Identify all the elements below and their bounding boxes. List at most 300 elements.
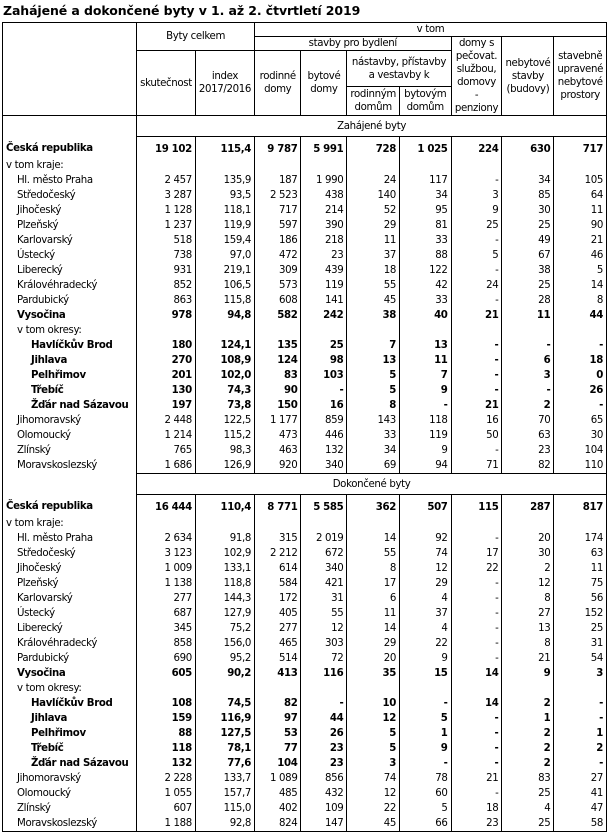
cell-rodinne-domy: 1 089 bbox=[255, 771, 301, 786]
cell-skutecnost: 2 448 bbox=[137, 413, 196, 428]
cell-rodinne-domy: 277 bbox=[255, 621, 301, 636]
cell-bytovym-domum: - bbox=[399, 756, 451, 771]
cell-stavebne-upravene: 3 bbox=[554, 666, 607, 681]
cell-nebytove-stavby: 25 bbox=[502, 786, 554, 801]
row-label: Havlíčkův Brod bbox=[3, 696, 137, 711]
cell-stavebne-upravene bbox=[554, 681, 607, 696]
cell-domy-s-pecovat: - bbox=[451, 383, 502, 398]
row-label: Jihomoravský bbox=[3, 413, 137, 428]
cell-nebytove-stavby: 25 bbox=[502, 218, 554, 233]
cell-rodinne-domy: 405 bbox=[255, 606, 301, 621]
header-rodinnym-domum: rodinným domům bbox=[347, 87, 400, 116]
cell-stavebne-upravene: 31 bbox=[554, 636, 607, 651]
cell-bytove-domy: 446 bbox=[301, 428, 347, 443]
cell-bytovym-domum: 33 bbox=[399, 233, 451, 248]
header-bytovym-domum: bytovým domům bbox=[399, 87, 451, 116]
cell-bytove-domy: 31 bbox=[301, 591, 347, 606]
cell-bytove-domy: 72 bbox=[301, 651, 347, 666]
cell-domy-s-pecovat: 18 bbox=[451, 801, 502, 816]
cell-bytovym-domum: 94 bbox=[399, 458, 451, 474]
cell-stavebne-upravene: 110 bbox=[554, 458, 607, 474]
cell-bytove-domy: 55 bbox=[301, 606, 347, 621]
cell-nebytove-stavby: 25 bbox=[502, 816, 554, 832]
cell-rodinnym-domum: 34 bbox=[347, 443, 400, 458]
cell-stavebne-upravene: 46 bbox=[554, 248, 607, 263]
cell-skutecnost: 3 287 bbox=[137, 188, 196, 203]
cell-rodinne-domy: 485 bbox=[255, 786, 301, 801]
cell-stavebne-upravene: 2 bbox=[554, 741, 607, 756]
cell-nebytove-stavby: 2 bbox=[502, 561, 554, 576]
cell-domy-s-pecovat: - bbox=[451, 173, 502, 188]
cell-domy-s-pecovat: 25 bbox=[451, 218, 502, 233]
cell-nebytove-stavby: 8 bbox=[502, 591, 554, 606]
cell-bytovym-domum: 40 bbox=[399, 308, 451, 323]
cell-stavebne-upravene: 11 bbox=[554, 561, 607, 576]
cell-stavebne-upravene: 11 bbox=[554, 203, 607, 218]
cell-nebytove-stavby: 30 bbox=[502, 546, 554, 561]
row-label: Pelhřimov bbox=[3, 368, 137, 383]
table-row bbox=[3, 651, 607, 666]
cell-index: 98,3 bbox=[195, 443, 254, 458]
cell-bytovym-domum: 9 bbox=[399, 651, 451, 666]
cell-rodinnym-domum: 140 bbox=[347, 188, 400, 203]
cell-index: 75,2 bbox=[195, 621, 254, 636]
cell-index: 73,8 bbox=[195, 398, 254, 413]
cell-domy-s-pecovat bbox=[451, 323, 502, 338]
row-label: Zlínský bbox=[3, 801, 137, 816]
cell-index: 119,9 bbox=[195, 218, 254, 233]
cell-rodinne-domy: 172 bbox=[255, 591, 301, 606]
row-label: Vysočina bbox=[3, 308, 137, 323]
cell-nebytove-stavby: 23 bbox=[502, 443, 554, 458]
cell-rodinne-domy: 82 bbox=[255, 696, 301, 711]
cell-bytovym-domum: 5 bbox=[399, 711, 451, 726]
cell-skutecnost: 108 bbox=[137, 696, 196, 711]
cell-bytovym-domum: 4 bbox=[399, 621, 451, 636]
cell-skutecnost: 159 bbox=[137, 711, 196, 726]
table-row bbox=[3, 323, 607, 338]
cell-bytove-domy: - bbox=[301, 383, 347, 398]
cell-domy-s-pecovat: - bbox=[451, 263, 502, 278]
cell-domy-s-pecovat: 17 bbox=[451, 546, 502, 561]
row-label: Česká republika bbox=[3, 495, 137, 517]
cell-bytove-domy: 23 bbox=[301, 756, 347, 771]
table-row bbox=[3, 495, 607, 517]
cell-stavebne-upravene: 25 bbox=[554, 621, 607, 636]
housing-table bbox=[2, 22, 607, 832]
cell-index: 126,9 bbox=[195, 458, 254, 474]
cell-domy-s-pecovat: 16 bbox=[451, 413, 502, 428]
cell-skutecnost: 180 bbox=[137, 338, 196, 353]
cell-stavebne-upravene: 56 bbox=[554, 591, 607, 606]
cell-bytove-domy: 44 bbox=[301, 711, 347, 726]
row-label: Středočeský bbox=[3, 188, 137, 203]
cell-nebytove-stavby: 630 bbox=[502, 137, 554, 159]
cell-bytove-domy: 859 bbox=[301, 413, 347, 428]
cell-bytove-domy: 98 bbox=[301, 353, 347, 368]
cell-bytove-domy: 390 bbox=[301, 218, 347, 233]
cell-domy-s-pecovat: - bbox=[451, 591, 502, 606]
cell-bytovym-domum: 60 bbox=[399, 786, 451, 801]
cell-bytovym-domum: 9 bbox=[399, 443, 451, 458]
cell-bytovym-domum: 11 bbox=[399, 353, 451, 368]
cell-nebytove-stavby: - bbox=[502, 338, 554, 353]
row-label: Plzeňský bbox=[3, 218, 137, 233]
cell-rodinnym-domum: 55 bbox=[347, 278, 400, 293]
cell-nebytove-stavby: 27 bbox=[502, 606, 554, 621]
cell-nebytove-stavby: - bbox=[502, 383, 554, 398]
cell-rodinne-domy: 90 bbox=[255, 383, 301, 398]
cell-nebytove-stavby: 1 bbox=[502, 711, 554, 726]
cell-stavebne-upravene: 47 bbox=[554, 801, 607, 816]
table-row bbox=[3, 428, 607, 443]
cell-domy-s-pecovat bbox=[451, 158, 502, 173]
cell-rodinne-domy: 124 bbox=[255, 353, 301, 368]
cell-bytovym-domum: 507 bbox=[399, 495, 451, 517]
cell-rodinnym-domum: 14 bbox=[347, 531, 400, 546]
section-label-blank bbox=[3, 116, 137, 137]
table-row bbox=[3, 233, 607, 248]
cell-index: 118,1 bbox=[195, 203, 254, 218]
cell-rodinne-domy: 104 bbox=[255, 756, 301, 771]
cell-bytove-domy bbox=[301, 158, 347, 173]
cell-domy-s-pecovat: - bbox=[451, 368, 502, 383]
cell-bytovym-domum bbox=[399, 681, 451, 696]
table-row bbox=[3, 308, 607, 323]
cell-domy-s-pecovat: 21 bbox=[451, 398, 502, 413]
cell-stavebne-upravene bbox=[554, 323, 607, 338]
cell-rodinnym-domum bbox=[347, 516, 400, 531]
cell-stavebne-upravene: 44 bbox=[554, 308, 607, 323]
row-label: Žďár nad Sázavou bbox=[3, 756, 137, 771]
cell-skutecnost bbox=[137, 323, 196, 338]
row-label: Česká republika bbox=[3, 137, 137, 159]
cell-domy-s-pecovat: 21 bbox=[451, 308, 502, 323]
section-header-row bbox=[3, 116, 607, 137]
cell-index: 157,7 bbox=[195, 786, 254, 801]
cell-skutecnost: 197 bbox=[137, 398, 196, 413]
cell-skutecnost: 863 bbox=[137, 293, 196, 308]
table-row bbox=[3, 741, 607, 756]
cell-rodinnym-domum: 52 bbox=[347, 203, 400, 218]
cell-skutecnost: 765 bbox=[137, 443, 196, 458]
cell-bytove-domy: 856 bbox=[301, 771, 347, 786]
table-row bbox=[3, 621, 607, 636]
cell-rodinnym-domum: 5 bbox=[347, 383, 400, 398]
cell-domy-s-pecovat: - bbox=[451, 636, 502, 651]
cell-rodinnym-domum: 20 bbox=[347, 651, 400, 666]
cell-rodinne-domy: 2 212 bbox=[255, 546, 301, 561]
cell-skutecnost: 345 bbox=[137, 621, 196, 636]
cell-bytovym-domum: 33 bbox=[399, 293, 451, 308]
cell-rodinnym-domum bbox=[347, 323, 400, 338]
cell-bytove-domy: 141 bbox=[301, 293, 347, 308]
cell-bytovym-domum: 9 bbox=[399, 383, 451, 398]
cell-bytove-domy: 103 bbox=[301, 368, 347, 383]
row-label: Jihočeský bbox=[3, 203, 137, 218]
cell-domy-s-pecovat: - bbox=[451, 606, 502, 621]
cell-stavebne-upravene: 817 bbox=[554, 495, 607, 517]
cell-bytovym-domum: 74 bbox=[399, 546, 451, 561]
cell-rodinne-domy: 597 bbox=[255, 218, 301, 233]
row-label: Hl. město Praha bbox=[3, 173, 137, 188]
row-label: Pardubický bbox=[3, 293, 137, 308]
cell-rodinne-domy: 473 bbox=[255, 428, 301, 443]
cell-stavebne-upravene: 105 bbox=[554, 173, 607, 188]
row-label: Třebíč bbox=[3, 741, 137, 756]
cell-bytove-domy: 438 bbox=[301, 188, 347, 203]
cell-rodinne-domy: 150 bbox=[255, 398, 301, 413]
cell-rodinnym-domum: 69 bbox=[347, 458, 400, 474]
cell-nebytove-stavby bbox=[502, 516, 554, 531]
cell-index: 90,2 bbox=[195, 666, 254, 681]
header-skutecnost: skutečnost bbox=[137, 51, 196, 116]
cell-bytovym-domum: 12 bbox=[399, 561, 451, 576]
cell-stavebne-upravene: 64 bbox=[554, 188, 607, 203]
cell-skutecnost: 858 bbox=[137, 636, 196, 651]
cell-skutecnost: 3 123 bbox=[137, 546, 196, 561]
row-label: v tom kraje: bbox=[3, 516, 137, 531]
cell-stavebne-upravene: 174 bbox=[554, 531, 607, 546]
cell-nebytove-stavby: 2 bbox=[502, 398, 554, 413]
row-label: Plzeňský bbox=[3, 576, 137, 591]
cell-index: 135,9 bbox=[195, 173, 254, 188]
cell-bytovym-domum bbox=[399, 323, 451, 338]
cell-skutecnost: 132 bbox=[137, 756, 196, 771]
cell-skutecnost: 1 055 bbox=[137, 786, 196, 801]
cell-stavebne-upravene: - bbox=[554, 696, 607, 711]
cell-stavebne-upravene: 41 bbox=[554, 786, 607, 801]
cell-bytovym-domum: 92 bbox=[399, 531, 451, 546]
cell-rodinnym-domum: 74 bbox=[347, 771, 400, 786]
cell-bytove-domy: 432 bbox=[301, 786, 347, 801]
table-row bbox=[3, 353, 607, 368]
cell-skutecnost: 518 bbox=[137, 233, 196, 248]
cell-bytove-domy: 26 bbox=[301, 726, 347, 741]
cell-skutecnost: 687 bbox=[137, 606, 196, 621]
cell-skutecnost: 1 138 bbox=[137, 576, 196, 591]
table-row bbox=[3, 458, 607, 474]
cell-bytove-domy: - bbox=[301, 696, 347, 711]
cell-bytovym-domum: - bbox=[399, 398, 451, 413]
cell-rodinnym-domum bbox=[347, 158, 400, 173]
cell-domy-s-pecovat: 23 bbox=[451, 816, 502, 832]
table-row bbox=[3, 203, 607, 218]
row-label: Královéhradecký bbox=[3, 636, 137, 651]
cell-rodinne-domy: 315 bbox=[255, 531, 301, 546]
cell-nebytove-stavby: 2 bbox=[502, 696, 554, 711]
cell-rodinnym-domum: 29 bbox=[347, 218, 400, 233]
row-label: Jihlava bbox=[3, 353, 137, 368]
cell-bytovym-domum: 66 bbox=[399, 816, 451, 832]
cell-nebytove-stavby bbox=[502, 323, 554, 338]
cell-rodinne-domy: 824 bbox=[255, 816, 301, 832]
cell-rodinnym-domum: 37 bbox=[347, 248, 400, 263]
cell-skutecnost: 931 bbox=[137, 263, 196, 278]
cell-bytovym-domum: 81 bbox=[399, 218, 451, 233]
cell-nebytove-stavby: 38 bbox=[502, 263, 554, 278]
header-rodinne-domy: rodinné domy bbox=[255, 51, 301, 116]
cell-rodinnym-domum: 35 bbox=[347, 666, 400, 681]
cell-bytove-domy: 119 bbox=[301, 278, 347, 293]
cell-rodinnym-domum: 5 bbox=[347, 741, 400, 756]
cell-nebytove-stavby: 25 bbox=[502, 278, 554, 293]
table-row bbox=[3, 681, 607, 696]
cell-index: 102,9 bbox=[195, 546, 254, 561]
cell-bytovym-domum: 13 bbox=[399, 338, 451, 353]
table-row bbox=[3, 516, 607, 531]
cell-bytove-domy: 242 bbox=[301, 308, 347, 323]
cell-stavebne-upravene bbox=[554, 158, 607, 173]
cell-index: 106,5 bbox=[195, 278, 254, 293]
cell-skutecnost bbox=[137, 158, 196, 173]
cell-domy-s-pecovat: 71 bbox=[451, 458, 502, 474]
cell-domy-s-pecovat: 14 bbox=[451, 666, 502, 681]
cell-index: 97,0 bbox=[195, 248, 254, 263]
row-label: Vysočina bbox=[3, 666, 137, 681]
table-row bbox=[3, 338, 607, 353]
cell-index: 110,4 bbox=[195, 495, 254, 517]
cell-rodinne-domy: 97 bbox=[255, 711, 301, 726]
table-row bbox=[3, 696, 607, 711]
cell-nebytove-stavby: 70 bbox=[502, 413, 554, 428]
cell-rodinnym-domum: 8 bbox=[347, 561, 400, 576]
cell-domy-s-pecovat: 115 bbox=[451, 495, 502, 517]
cell-domy-s-pecovat: - bbox=[451, 651, 502, 666]
cell-domy-s-pecovat: - bbox=[451, 741, 502, 756]
page-title: Zahájené a dokončené byty v 1. až 2. čtvrtletí 2019 bbox=[3, 3, 361, 18]
cell-skutecnost: 1 009 bbox=[137, 561, 196, 576]
row-label: Liberecký bbox=[3, 621, 137, 636]
cell-bytove-domy: 421 bbox=[301, 576, 347, 591]
cell-stavebne-upravene: - bbox=[554, 756, 607, 771]
cell-domy-s-pecovat: 21 bbox=[451, 771, 502, 786]
cell-rodinnym-domum: 362 bbox=[347, 495, 400, 517]
cell-nebytove-stavby bbox=[502, 158, 554, 173]
cell-rodinnym-domum: 12 bbox=[347, 786, 400, 801]
cell-bytovym-domum: 1 bbox=[399, 726, 451, 741]
cell-rodinne-domy: 135 bbox=[255, 338, 301, 353]
cell-bytovym-domum: 122 bbox=[399, 263, 451, 278]
row-label: Moravskoslezský bbox=[3, 458, 137, 474]
cell-domy-s-pecovat: - bbox=[451, 576, 502, 591]
cell-bytove-domy: 214 bbox=[301, 203, 347, 218]
cell-stavebne-upravene: - bbox=[554, 338, 607, 353]
cell-rodinnym-domum: 18 bbox=[347, 263, 400, 278]
cell-domy-s-pecovat: 224 bbox=[451, 137, 502, 159]
cell-stavebne-upravene: 18 bbox=[554, 353, 607, 368]
cell-stavebne-upravene: 65 bbox=[554, 413, 607, 428]
cell-index: 74,5 bbox=[195, 696, 254, 711]
cell-bytovym-domum: 95 bbox=[399, 203, 451, 218]
cell-bytovym-domum bbox=[399, 516, 451, 531]
cell-skutecnost: 605 bbox=[137, 666, 196, 681]
cell-nebytove-stavby: 34 bbox=[502, 173, 554, 188]
table-row bbox=[3, 666, 607, 681]
cell-domy-s-pecovat: - bbox=[451, 726, 502, 741]
cell-rodinne-domy: 77 bbox=[255, 741, 301, 756]
table-row bbox=[3, 137, 607, 159]
table-row bbox=[3, 443, 607, 458]
row-label: Pardubický bbox=[3, 651, 137, 666]
cell-nebytove-stavby: 28 bbox=[502, 293, 554, 308]
cell-domy-s-pecovat: - bbox=[451, 786, 502, 801]
cell-stavebne-upravene: 75 bbox=[554, 576, 607, 591]
table-row bbox=[3, 248, 607, 263]
cell-rodinnym-domum: 728 bbox=[347, 137, 400, 159]
table-row bbox=[3, 576, 607, 591]
cell-skutecnost: 270 bbox=[137, 353, 196, 368]
cell-rodinne-domy: 83 bbox=[255, 368, 301, 383]
cell-rodinne-domy: 309 bbox=[255, 263, 301, 278]
cell-stavebne-upravene: 152 bbox=[554, 606, 607, 621]
table-row bbox=[3, 188, 607, 203]
cell-stavebne-upravene: 27 bbox=[554, 771, 607, 786]
table-row bbox=[3, 591, 607, 606]
section-title: Zahájené byty bbox=[137, 116, 607, 137]
cell-stavebne-upravene: - bbox=[554, 711, 607, 726]
cell-skutecnost: 978 bbox=[137, 308, 196, 323]
header-nebytove-stavby: nebytové stavby (budovy) bbox=[502, 37, 554, 116]
cell-index: 93,5 bbox=[195, 188, 254, 203]
row-label: Karlovarský bbox=[3, 591, 137, 606]
cell-rodinne-domy bbox=[255, 681, 301, 696]
cell-rodinne-domy: 1 177 bbox=[255, 413, 301, 428]
table-row bbox=[3, 711, 607, 726]
cell-skutecnost: 19 102 bbox=[137, 137, 196, 159]
table-row bbox=[3, 726, 607, 741]
cell-rodinnym-domum: 45 bbox=[347, 816, 400, 832]
cell-bytove-domy: 439 bbox=[301, 263, 347, 278]
cell-index: 115,0 bbox=[195, 801, 254, 816]
row-label: Ústecký bbox=[3, 606, 137, 621]
table-row bbox=[3, 636, 607, 651]
cell-domy-s-pecovat: 5 bbox=[451, 248, 502, 263]
section-label-blank bbox=[3, 474, 137, 495]
cell-bytovym-domum: 4 bbox=[399, 591, 451, 606]
cell-index: 74,3 bbox=[195, 383, 254, 398]
cell-stavebne-upravene: 14 bbox=[554, 278, 607, 293]
cell-skutecnost: 852 bbox=[137, 278, 196, 293]
cell-index: 156,0 bbox=[195, 636, 254, 651]
section-header-row bbox=[3, 474, 607, 495]
cell-bytovym-domum: 37 bbox=[399, 606, 451, 621]
table-row bbox=[3, 218, 607, 233]
cell-index: 219,1 bbox=[195, 263, 254, 278]
cell-rodinne-domy bbox=[255, 516, 301, 531]
row-label: Jihomoravský bbox=[3, 771, 137, 786]
cell-nebytove-stavby: 3 bbox=[502, 368, 554, 383]
cell-skutecnost: 607 bbox=[137, 801, 196, 816]
cell-domy-s-pecovat bbox=[451, 681, 502, 696]
cell-rodinnym-domum: 7 bbox=[347, 338, 400, 353]
cell-rodinnym-domum: 6 bbox=[347, 591, 400, 606]
row-label: Hl. město Praha bbox=[3, 531, 137, 546]
table-row bbox=[3, 368, 607, 383]
cell-rodinne-domy: 573 bbox=[255, 278, 301, 293]
cell-bytovym-domum: 88 bbox=[399, 248, 451, 263]
cell-skutecnost: 88 bbox=[137, 726, 196, 741]
cell-skutecnost: 1 214 bbox=[137, 428, 196, 443]
cell-skutecnost: 201 bbox=[137, 368, 196, 383]
table-row bbox=[3, 786, 607, 801]
table-row bbox=[3, 383, 607, 398]
cell-domy-s-pecovat bbox=[451, 516, 502, 531]
row-label: Jihočeský bbox=[3, 561, 137, 576]
cell-index: 92,8 bbox=[195, 816, 254, 832]
table-row bbox=[3, 546, 607, 561]
cell-stavebne-upravene: 104 bbox=[554, 443, 607, 458]
